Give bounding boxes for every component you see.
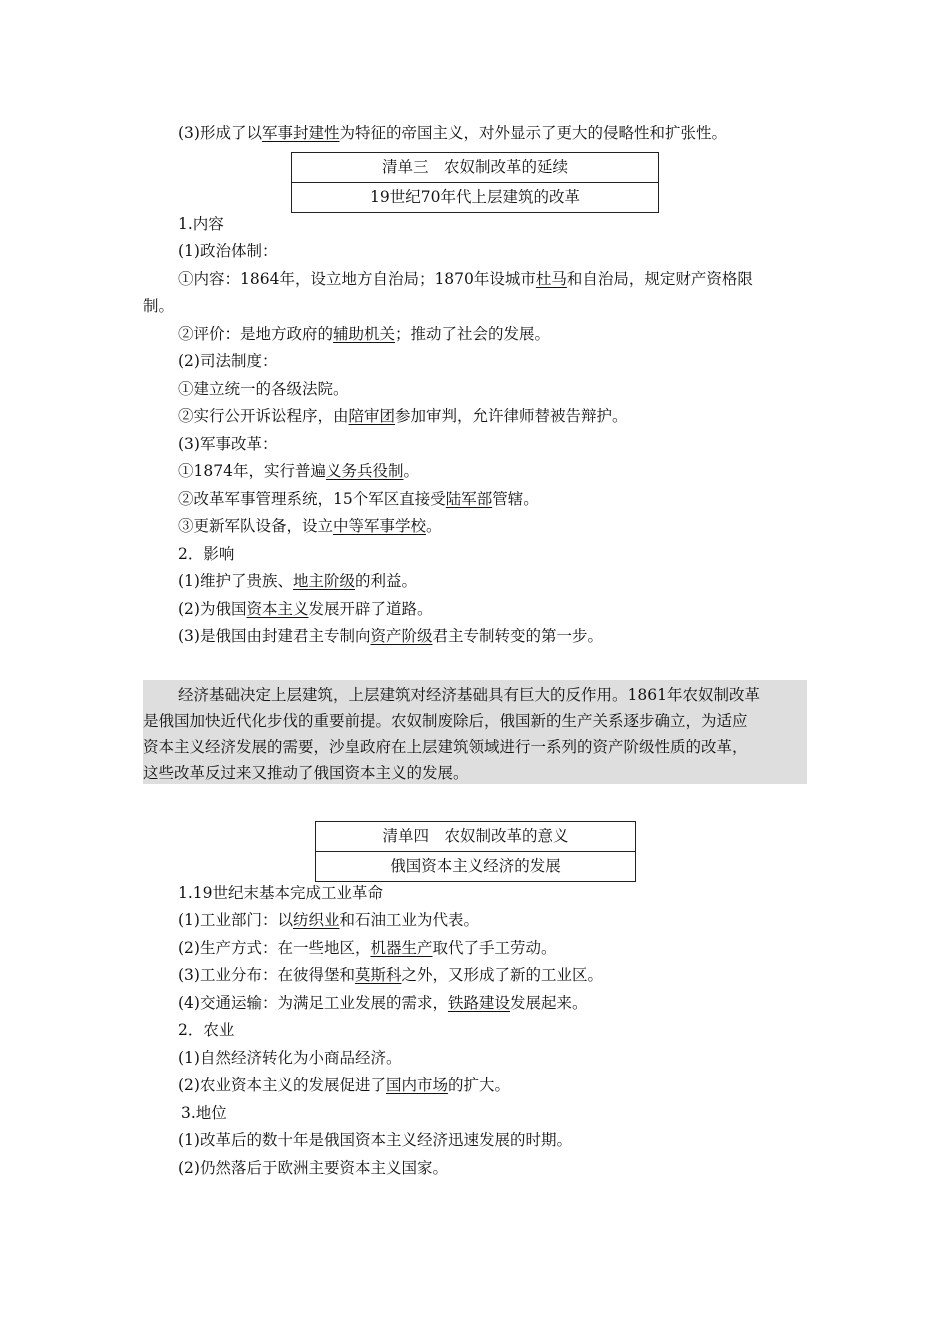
- text-line-status-2: (2)仍然落后于欧洲主要资本主义国家。: [178, 1159, 448, 1177]
- underlined-term: 辅助机关: [333, 325, 396, 343]
- text-segment: (2)为俄国: [178, 600, 247, 618]
- text-segment: ②实行公开诉讼程序，由: [178, 407, 349, 425]
- underlined-term: 地主阶级: [292, 572, 355, 590]
- underlined-term: 中等军事学校: [333, 517, 427, 535]
- shaded-note-block: [143, 680, 807, 784]
- heading-agriculture: 2．农业: [178, 1021, 235, 1039]
- text-segment: (3)是俄国由封建君主专制向: [178, 627, 371, 645]
- text-segment: (4)交通运输：为满足工业发展的需求，: [178, 994, 448, 1012]
- text-segment: 。: [426, 517, 442, 535]
- text-line-militaristic-feudal: [178, 123, 727, 143]
- subheading-military: (3)军事改革：: [178, 435, 278, 453]
- text-segment: (2)生产方式：在一些地区，: [178, 939, 371, 957]
- note-line: 是俄国加快近代化步伐的重要前提。农奴制废除后，俄国新的生产关系逐步确立，为适应: [143, 712, 748, 730]
- underlined-term: 军事封建性: [261, 124, 340, 142]
- heading-industrial-revolution: 1.19世纪末基本完成工业革命: [178, 884, 384, 902]
- text-segment: ①1874年，实行普遍: [178, 462, 326, 480]
- section-heading: 清单三 农奴制改革的延续: [381, 158, 568, 176]
- text-line-transport: [178, 993, 588, 1013]
- note-line: 这些改革反过来又推动了俄国资本主义的发展。: [143, 764, 469, 782]
- text-segment: 取代了手工劳动。: [432, 939, 557, 957]
- text-segment: 君主专制转变的第一步。: [432, 627, 603, 645]
- text-segment: (3)工业分布：在彼得堡和: [178, 966, 355, 984]
- subheading-judicial: (2)司法制度：: [178, 352, 278, 370]
- underlined-term: 义务兵役制: [325, 462, 404, 480]
- underlined-term: 资本主义: [246, 600, 309, 618]
- heading-content: 1.内容: [178, 215, 224, 233]
- text-segment: 。: [403, 462, 419, 480]
- text-line-military-schools: [178, 516, 442, 536]
- text-segment: 参加审判，允许律师替被告辩护。: [395, 407, 628, 425]
- text-segment: ；推动了社会的发展。: [395, 325, 551, 343]
- text-segment: 和自治局，规定财产资格限: [566, 270, 753, 288]
- underlined-term: 资产阶级: [370, 627, 433, 645]
- text-segment: ①内容：1864年，设立地方自治局；1870年设城市: [178, 270, 536, 288]
- text-line-political-content: [178, 269, 753, 289]
- text-line-courts: ①建立统一的各级法院。: [178, 380, 349, 398]
- section-subheading: 俄国资本主义经济的发展: [316, 851, 635, 881]
- section-subheading: 19世纪70年代上层建筑的改革: [292, 182, 658, 212]
- underlined-term: 国内市场: [385, 1076, 448, 1094]
- text-segment: (1)维护了贵族、: [178, 572, 293, 590]
- text-line-agri-2: [178, 1075, 510, 1095]
- section-title-box-4: [315, 821, 636, 882]
- text-segment: (3)形成了以: [178, 124, 262, 142]
- text-line-production-mode: [178, 938, 557, 958]
- underlined-term: 莫斯科: [354, 966, 402, 984]
- text-line-continuation: 制。: [143, 297, 175, 315]
- text-segment: 的扩大。: [447, 1076, 510, 1094]
- text-line-industry-distribution: [178, 965, 603, 985]
- underlined-term: 杜马: [535, 270, 567, 288]
- underlined-term: 纺织业: [292, 911, 340, 929]
- text-segment: 之外，又形成了新的工业区。: [401, 966, 603, 984]
- text-line-jury: [178, 406, 628, 426]
- text-segment: 管辖。: [492, 490, 539, 508]
- section-title-box-3: [291, 152, 659, 213]
- section-heading: 清单四 农奴制改革的意义: [382, 827, 569, 845]
- underlined-term: 机器生产: [370, 939, 433, 957]
- underlined-term: 铁路建设: [447, 994, 510, 1012]
- note-line: 经济基础决定上层建筑，上层建筑对经济基础具有巨大的反作用。1861年农奴制改革: [178, 686, 760, 704]
- text-line-political-evaluation: [178, 324, 550, 344]
- text-segment: ②改革军事管理系统，15个军区直接受: [178, 490, 446, 508]
- note-line: 资本主义经济发展的需要，沙皇政府在上层建筑领域进行一系列的资产阶级性质的改革，: [143, 738, 748, 756]
- text-segment: 为特征的帝国主义，对外显示了更大的侵略性和扩张性。: [339, 124, 727, 142]
- text-segment: (1)工业部门：以: [178, 911, 293, 929]
- text-segment: ②评价：是地方政府的: [178, 325, 334, 343]
- text-line-impact-2: [178, 599, 433, 619]
- heading-status: 3.地位: [181, 1104, 227, 1122]
- subheading-political: (1)政治体制：: [178, 242, 278, 260]
- text-segment: 的利益。: [354, 572, 417, 590]
- text-line-conscription: [178, 461, 419, 481]
- text-line-impact-1: [178, 571, 417, 591]
- text-line-impact-3: [178, 626, 603, 646]
- underlined-term: 陪审团: [348, 407, 396, 425]
- underlined-term: 陆军部: [445, 490, 493, 508]
- heading-impact: 2．影响: [178, 545, 235, 563]
- text-line-agri-1: (1)自然经济转化为小商品经济。: [178, 1049, 402, 1067]
- text-segment: 和石油工业为代表。: [339, 911, 479, 929]
- text-segment: 发展起来。: [509, 994, 588, 1012]
- text-line-military-districts: [178, 489, 539, 509]
- text-segment: 发展开辟了道路。: [308, 600, 433, 618]
- text-line-status-1: (1)改革后的数十年是俄国资本主义经济迅速发展的时期。: [178, 1131, 572, 1149]
- text-segment: (2)农业资本主义的发展促进了: [178, 1076, 386, 1094]
- text-segment: ③更新军队设备，设立: [178, 517, 334, 535]
- text-line-industry-sector: [178, 910, 479, 930]
